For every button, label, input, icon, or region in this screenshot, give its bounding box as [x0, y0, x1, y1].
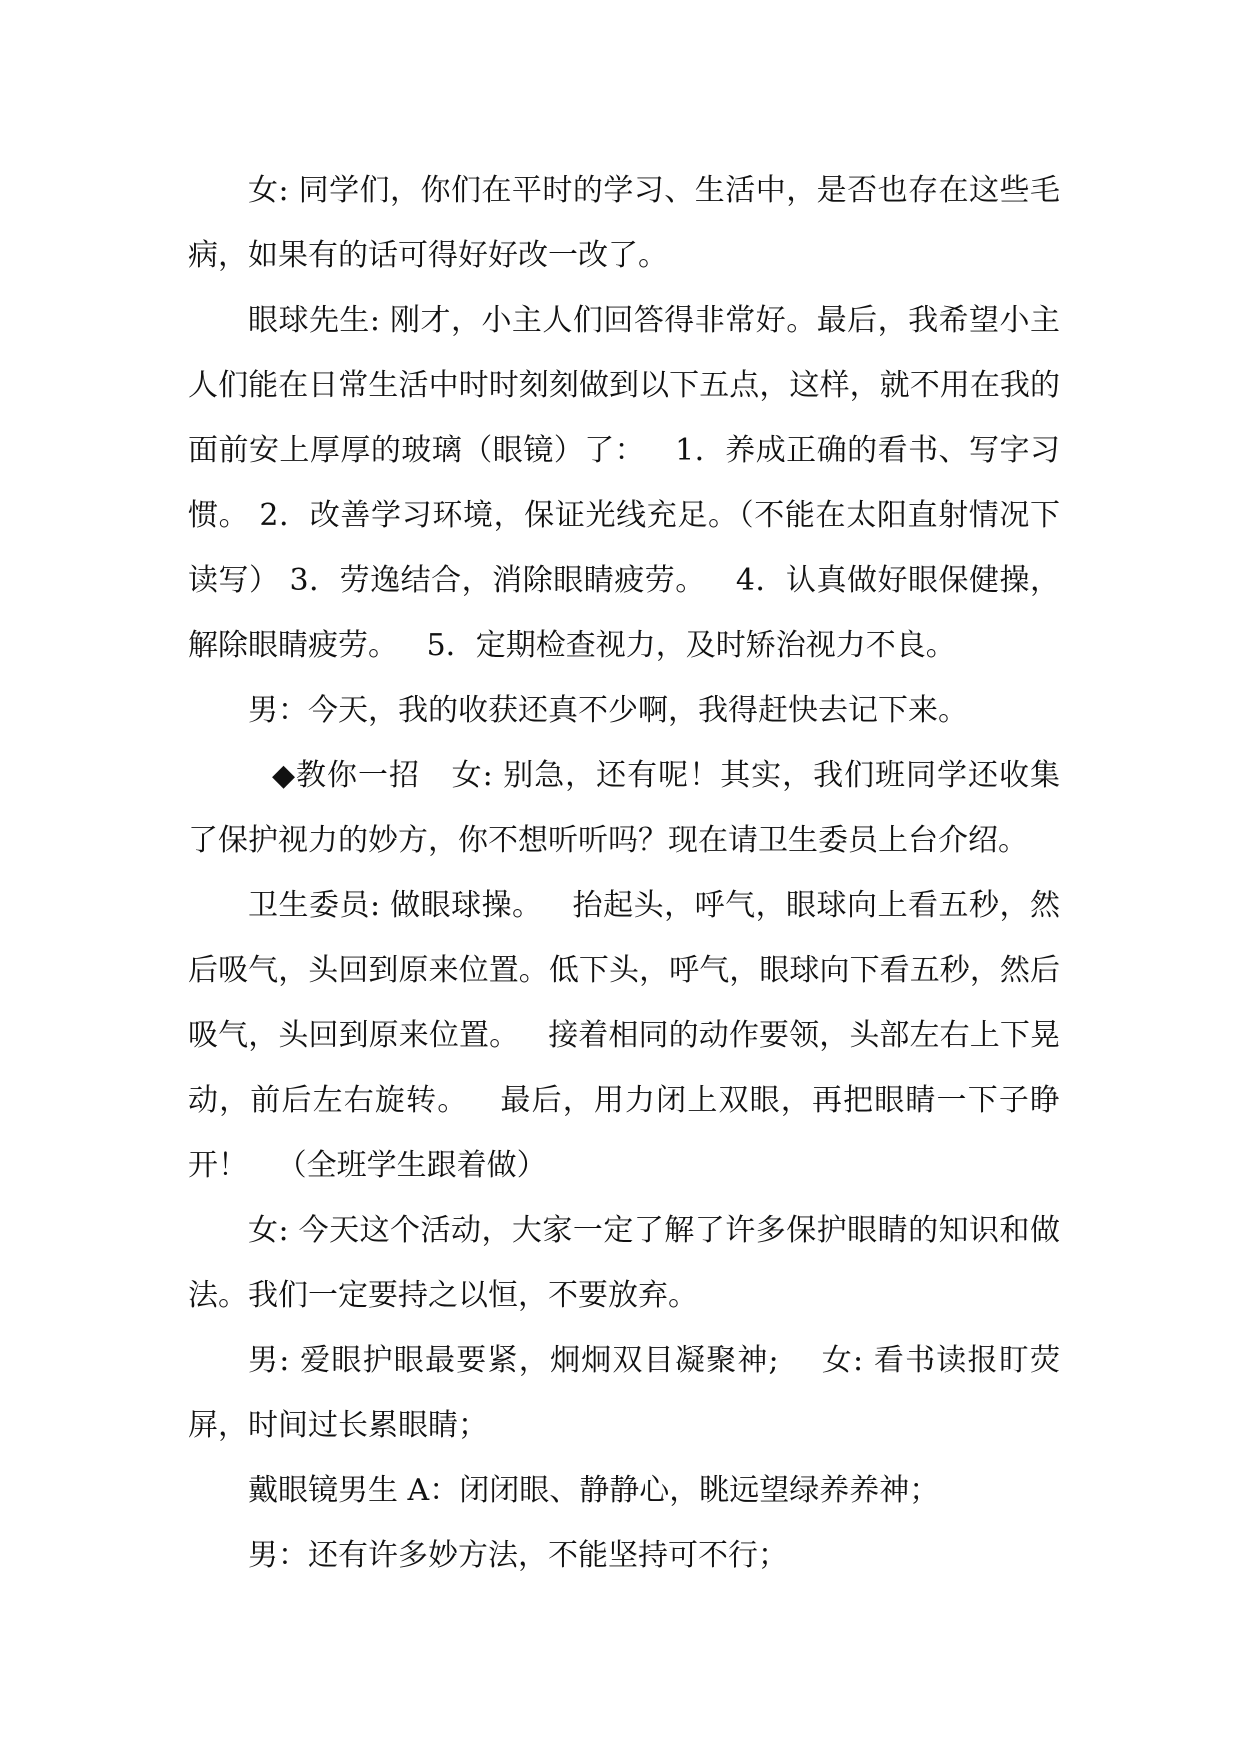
- paragraph-rhyme-male-end: 男：还有许多妙方法，不能坚持可不行；: [248, 1538, 788, 1573]
- paragraph-teach-you-a-trick: ◆教你一招 女: 别急，还有呢！其实，我们班同学还收集了保护视力的妙方，你不想听听吗？现在请卫生委员上台介绍。: [188, 758, 1060, 858]
- paragraph-eye-exercise: 卫生委员: 做眼球操。 抬起头，呼气，眼球向上看五秒，然后吸气，头回到原来位置。低下头，呼气，眼球向下看五秒，然后吸气，头回到原来位置。 接着相同的动作要领，头部左右上下晃动，前后左右旋转。 最后，用力闭上双眼，再把眼睛一下子睁开！ （全班学生跟着做）: [188, 888, 1060, 1183]
- paragraph-male-harvest: 男：今天，我的收获还真不少啊，我得赶快去记下来。: [248, 693, 968, 728]
- paragraph-rhyme-glasses-boy: 戴眼镜男生 A：闭闭眼、静静心，眺远望绿养养神；: [248, 1473, 940, 1508]
- paragraph-female-summary: 女: 今天这个活动，大家一定了解了许多保护眼睛的知识和做法。我们一定要持之以恒，不要放弃。: [188, 1213, 1060, 1313]
- paragraph-eyeball-five-points: 眼球先生: 刚才，小主人们回答得非常好。最后，我希望小主人们能在日常生活中时时刻刻做到以下五点，这样，就不用在我的面前安上厚厚的玻璃（眼镜）了： 1．养成正确的看书、写字习惯。 2．改善学习环境，保证光线充足。（不能在太阳直射情况下读写） 3．劳逸结合，消除眼睛疲劳。 4．认真做好眼保健操，解除眼睛疲劳。 5．定期检查视力，及时矫治视力不良。: [188, 303, 1060, 663]
- paragraph-female-question: 女: 同学们，你们在平时的学习、生活中，是否也存在这些毛病，如果有的话可得好好改一改了。: [188, 173, 1060, 273]
- paragraph-rhyme-male-female: 男: 爱眼护眼最要紧，炯炯双目凝聚神; 女: 看书读报盯荧屏，时间过长累眼睛；: [188, 1343, 1060, 1443]
- document-body: [188, 158, 1060, 1588]
